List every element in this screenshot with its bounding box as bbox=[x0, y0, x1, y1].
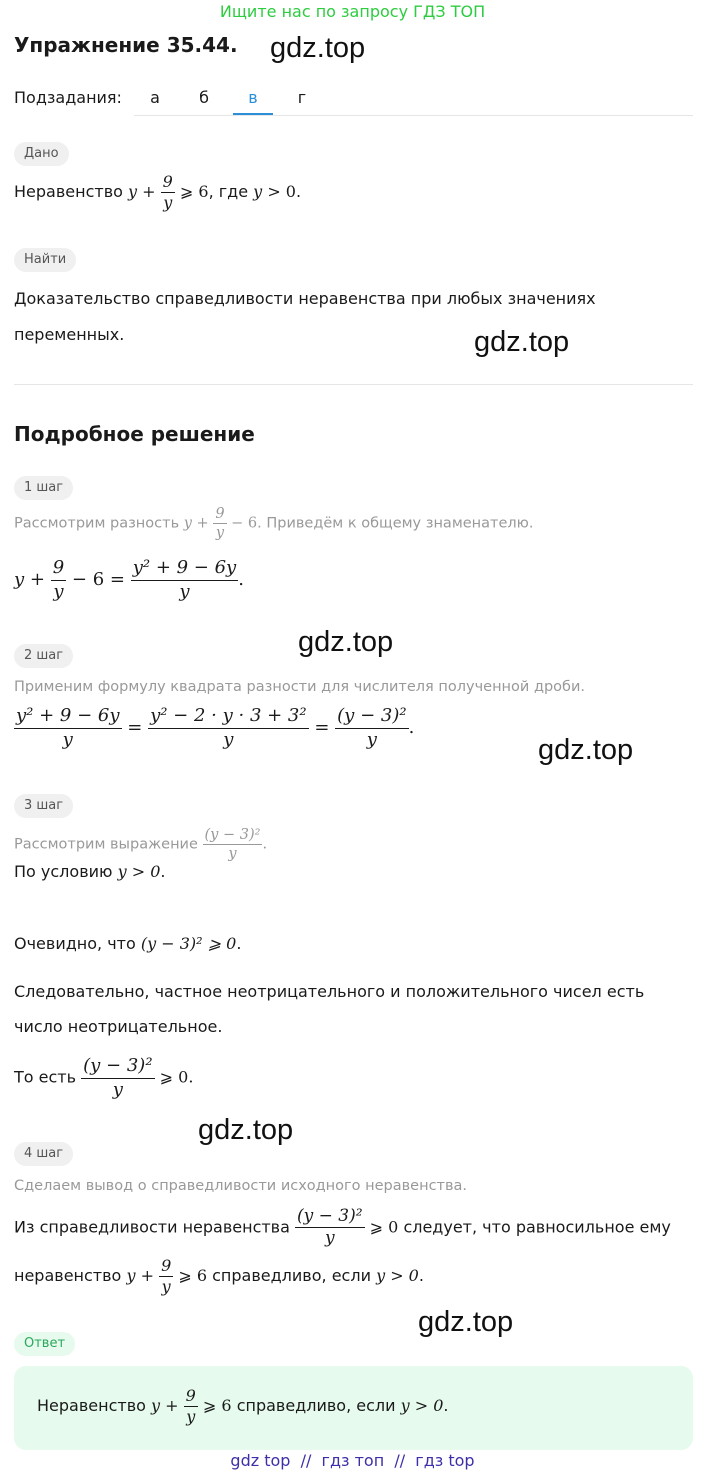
answer-box bbox=[14, 1366, 693, 1450]
watermark: gdz.top bbox=[298, 626, 394, 658]
given-text: Неравенство y + $\frac{9}{y}$ ⩾ 6, где y > 0. bbox=[14, 172, 302, 212]
answer-chip: Ответ bbox=[14, 1332, 75, 1356]
active-tab-indicator bbox=[233, 113, 273, 115]
step-2-chip: 2 шаг bbox=[14, 644, 73, 668]
step-3-text: Рассмотрим выражение $\frac{\text{(y − 3)²}}{y}$ . bbox=[14, 827, 268, 863]
exercise-title: Упражнение 35.44. bbox=[14, 33, 238, 57]
step-4-line-1: Из справедливости неравенства $\frac{\text{(y − 3)²}}{y}$ ⩾ 0 следует, что равносильное ему bbox=[14, 1206, 671, 1249]
step-3-conseq-line-1: Следовательно, частное неотрицательного и положительного чисел есть bbox=[14, 982, 645, 1001]
step-2-equation: $\frac{\text{y² + 9 − 6y}}{y}$ = $\frac{\text{y² − 2 · y · 3 + 3²}}{y}$ = $\frac{\text{(y − 3)²}}{y}$ . bbox=[16, 705, 415, 750]
step-3-chip: 3 шаг bbox=[14, 794, 73, 818]
tab-a[interactable]: а bbox=[150, 88, 160, 107]
tab-g[interactable]: г bbox=[297, 88, 307, 107]
step-4-line-2: неравенство y + $\frac{9}{y}$ ⩾ 6 справедливо, если y > 0. bbox=[14, 1256, 424, 1296]
search-banner[interactable]: Ищите нас по запросу ГДЗ ТОП bbox=[219, 2, 486, 21]
tab-b[interactable]: б bbox=[199, 88, 209, 107]
section-divider bbox=[14, 384, 693, 385]
step-1-equation: y + $\frac{9}{y}$ − 6 = $\frac{\text{y² + 9 − 6y}}{y}$ . bbox=[14, 557, 244, 602]
watermark: gdz.top bbox=[270, 32, 366, 64]
subtasks-label: Подзадания: bbox=[14, 88, 122, 107]
watermark: gdz.top bbox=[474, 326, 570, 358]
step-3-obvious: Очевидно, что (y − 3)² ⩾ 0. bbox=[14, 934, 242, 953]
given-chip: Дано bbox=[14, 142, 69, 166]
step-3-that-is: То есть $\frac{\text{(y − 3)²}}{y}$ ⩾ 0. bbox=[14, 1055, 194, 1100]
step-1-chip: 1 шаг bbox=[14, 476, 73, 500]
find-chip: Найти bbox=[14, 248, 76, 272]
watermark: gdz.top bbox=[538, 734, 634, 766]
step-4-chip: 4 шаг bbox=[14, 1142, 73, 1166]
step-1-text: Рассмотрим разность y + $\frac{9}{y}$ − 6. Приведём к общему знаменателю. bbox=[14, 506, 534, 542]
subtask-tabs bbox=[134, 78, 693, 116]
step-3-condition: По условию y > 0. bbox=[14, 862, 166, 881]
find-line-1: Доказательство справедливости неравенства при любых значениях bbox=[14, 289, 596, 308]
answer-text: Неравенство y + $\frac{9}{y}$ ⩾ 6 справедливо, если y > 0. bbox=[37, 1386, 449, 1426]
find-line-2: переменных. bbox=[14, 325, 125, 344]
watermark: gdz.top bbox=[418, 1306, 514, 1338]
step-4-text: Сделаем вывод о справедливости исходного неравенства. bbox=[14, 1178, 468, 1194]
solution-title: Подробное решение bbox=[14, 422, 255, 446]
watermark: gdz.top bbox=[198, 1114, 294, 1146]
tab-v[interactable]: в bbox=[248, 88, 258, 107]
step-2-text: Применим формулу квадрата разности для числителя полученной дроби. bbox=[14, 679, 586, 695]
step-3-conseq-line-2: число неотрицательное. bbox=[14, 1017, 223, 1036]
footer-links[interactable]: gdz top // гдз топ // гдз top bbox=[230, 1451, 475, 1470]
